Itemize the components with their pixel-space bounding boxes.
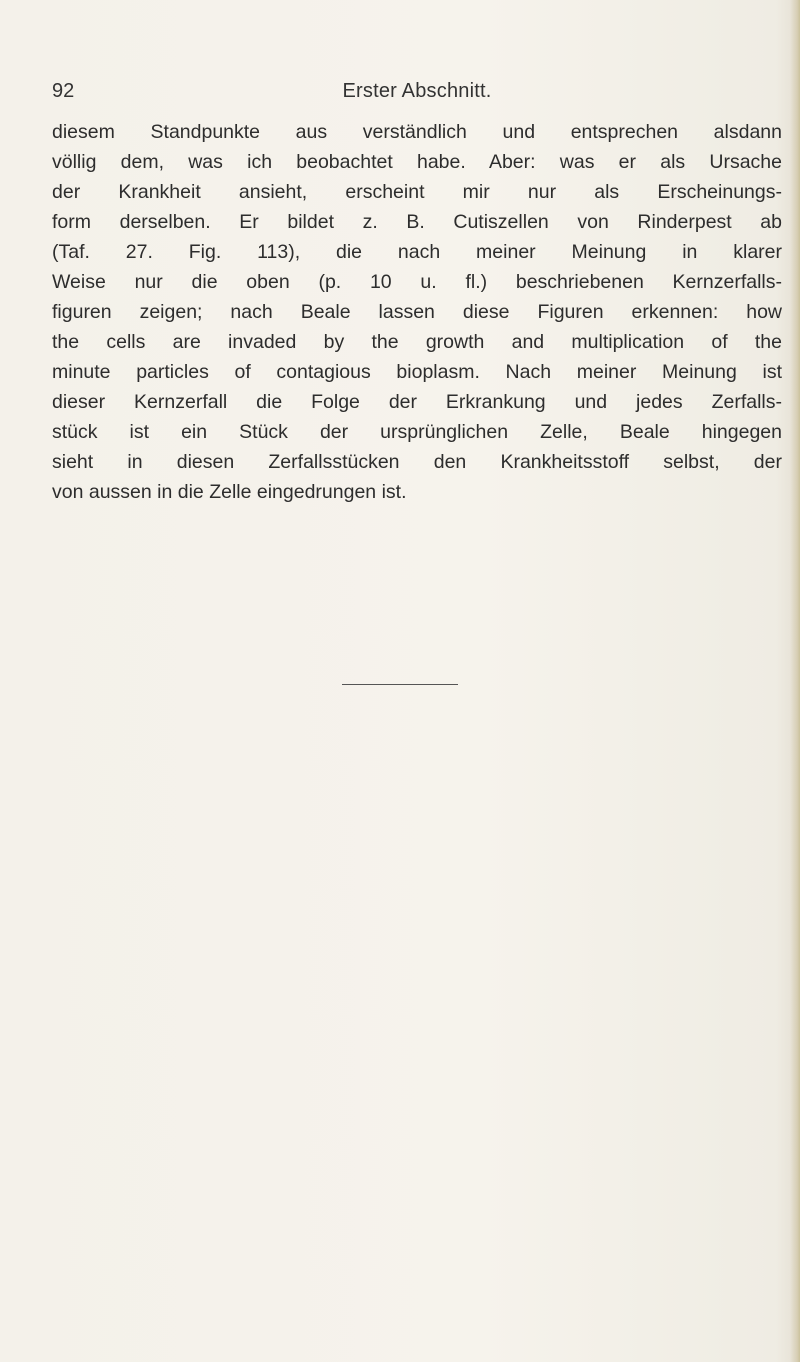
text-line: von aussen in die Zelle eingedrungen ist. — [52, 481, 407, 503]
text-line: (Taf. 27. Fig. 113), die nach meiner Meinung in klarer — [52, 241, 782, 263]
text-line: the cells are invaded by the growth and multiplication of the — [52, 331, 782, 353]
body-paragraph — [52, 117, 782, 507]
text-line: diesem Standpunkte aus verständlich und entsprechen alsdann — [52, 121, 782, 143]
running-head: Erster Abschnitt. — [342, 80, 492, 102]
page-header — [52, 76, 782, 106]
text-line: dieser Kernzerfall die Folge der Erkrankung und jedes Zerfalls- — [52, 391, 782, 413]
page-number: 92 — [52, 80, 75, 102]
text-line: Weise nur die oben (p. 10 u. fl.) beschriebenen Kernzerfalls- — [52, 271, 782, 293]
text-line: figuren zeigen; nach Beale lassen diese Figuren erkennen: how — [52, 301, 782, 323]
text-line: minute particles of contagious bioplasm. Nach meiner Meinung ist — [52, 361, 782, 383]
text-line: form derselben. Er bildet z. B. Cutiszellen von Rinderpest ab — [52, 211, 782, 233]
text-line: völlig dem, was ich beobachtet habe. Aber: was er als Ursache — [52, 151, 782, 173]
page-edge-shadow — [790, 0, 800, 1362]
text-line: der Krankheit ansieht, erscheint mir nur als Erscheinungs- — [52, 181, 782, 203]
text-line: stück ist ein Stück der ursprünglichen Zelle, Beale hingegen — [52, 421, 782, 443]
section-divider-rule — [342, 684, 458, 685]
text-line: sieht in diesen Zerfallsstücken den Krankheitsstoff selbst, der — [52, 451, 782, 473]
